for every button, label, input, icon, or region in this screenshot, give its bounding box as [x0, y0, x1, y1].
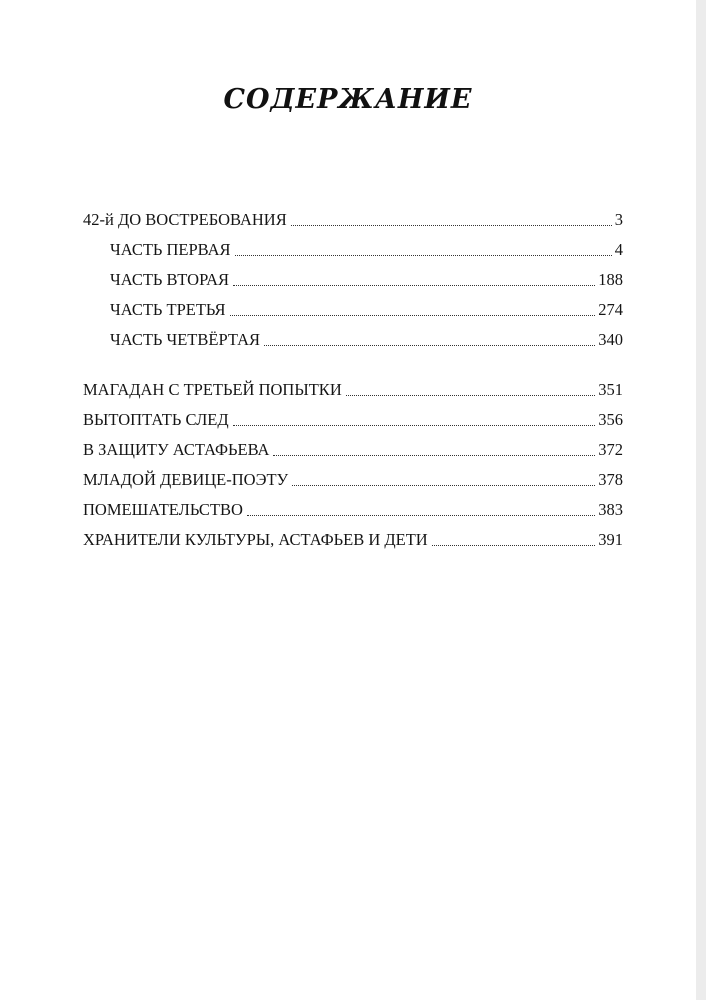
toc-entry-label: ХРАНИТЕЛИ КУЛЬТУРЫ, АСТАФЬЕВ И ДЕТИ [83, 530, 428, 549]
dot-leader [292, 485, 595, 486]
toc-entry[interactable] [83, 500, 623, 520]
toc-entry-page: 383 [598, 500, 623, 519]
toc-entry-label: ПОМЕШАТЕЛЬСТВО [83, 500, 243, 519]
toc-entry-page: 351 [598, 380, 623, 399]
toc-entry-label: ЧАСТЬ ВТОРАЯ [110, 270, 230, 289]
toc-entry[interactable] [83, 410, 623, 430]
toc-entry[interactable] [110, 300, 623, 320]
dot-leader [247, 515, 595, 516]
toc-entry[interactable] [110, 240, 623, 260]
page-title: СОДЕРЖАНИЕ [223, 84, 473, 115]
toc-entry-label: 42-й ДО ВОСТРЕБОВАНИЯ [83, 210, 287, 229]
toc-entry-page: 188 [598, 270, 623, 289]
toc-entry-label: ЧАСТЬ ТРЕТЬЯ [110, 300, 226, 319]
toc-entry-page: 3 [614, 210, 623, 229]
toc-entry[interactable] [83, 210, 623, 230]
toc-entry-page: 372 [598, 440, 623, 459]
dot-leader [235, 255, 612, 256]
dot-leader [264, 345, 595, 346]
dot-leader [233, 425, 596, 426]
toc-entry-label: МАГАДАН С ТРЕТЬЕЙ ПОПЫТКИ [83, 380, 342, 399]
dot-leader [273, 455, 595, 456]
toc-entry[interactable] [83, 530, 623, 550]
toc-entry-label: ВЫТОПТАТЬ СЛЕД [83, 410, 229, 429]
dot-leader [291, 225, 612, 226]
toc-entry[interactable] [110, 330, 623, 350]
toc-entry-page: 274 [598, 300, 623, 319]
toc-entry-label: ЧАСТЬ ПЕРВАЯ [110, 240, 231, 259]
toc-entry-page: 4 [614, 240, 623, 259]
dot-leader [230, 315, 596, 316]
dot-leader [346, 395, 596, 396]
toc-entry-page: 356 [598, 410, 623, 429]
dot-leader [233, 285, 595, 286]
toc-entry-page: 378 [598, 470, 623, 489]
toc-entry-label: МЛАДОЙ ДЕВИЦЕ-ПОЭТУ [83, 470, 289, 489]
toc-entry-page: 391 [598, 530, 623, 549]
toc-entry-label: ЧАСТЬ ЧЕТВЁРТАЯ [110, 330, 261, 349]
toc-entry[interactable] [83, 470, 623, 490]
dot-leader [432, 545, 596, 546]
toc-entry-page: 340 [598, 330, 623, 349]
toc-entry[interactable] [83, 440, 623, 460]
toc-entry[interactable] [83, 380, 623, 400]
toc-entry-label: В ЗАЩИТУ АСТАФЬЕВА [83, 440, 270, 459]
toc-entry[interactable] [110, 270, 623, 290]
